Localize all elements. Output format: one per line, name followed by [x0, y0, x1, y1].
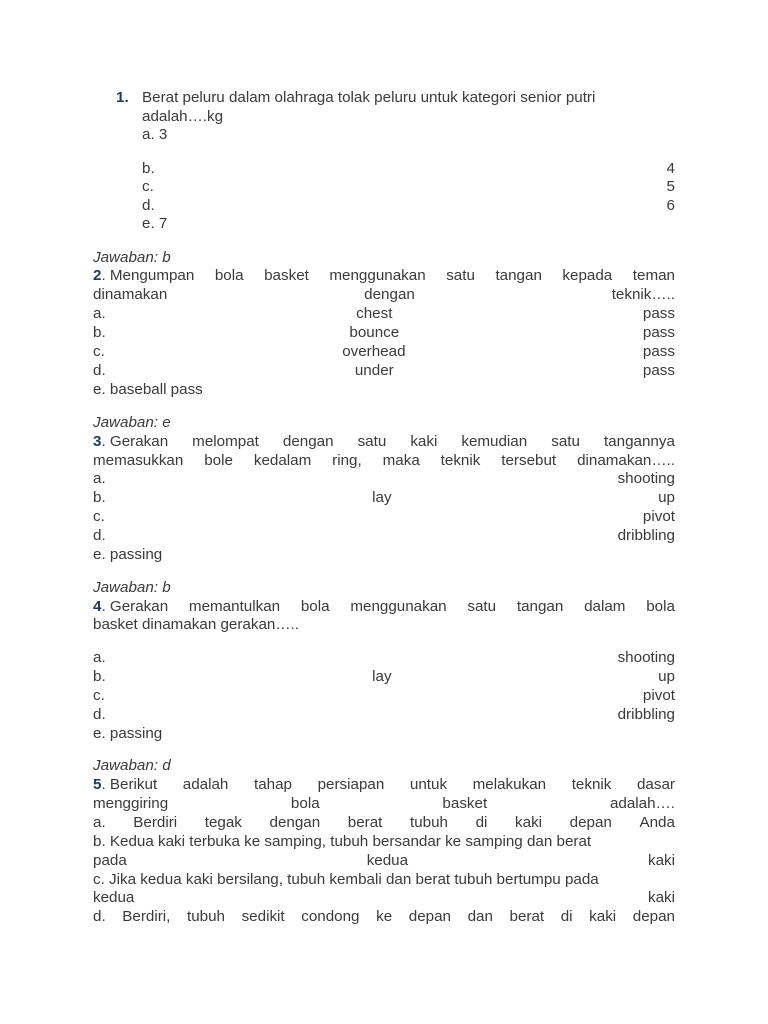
question-5-number: 5: [93, 776, 102, 793]
question-5-option-d: d. Berdiri, tubuh sedikit condong ke depan dan berat di kaki depan: [93, 908, 675, 925]
question-4-option-a: a. shooting: [93, 649, 675, 666]
question-4-first-word: 4. Gerakan: [93, 598, 169, 615]
option-value: 6: [666, 197, 675, 214]
question-2-option-e: e. baseball pass: [93, 381, 203, 398]
question-5-text-line-2: menggiring bola basket adalah….: [93, 795, 675, 812]
question-1-option-d: [142, 196, 675, 215]
option-letter: c.: [142, 178, 154, 195]
question-2-text-line-1: 2. Mengumpan bola basket menggunakan satu tangan kepada teman: [93, 267, 675, 284]
question-3-option-a: a. shooting: [93, 470, 675, 487]
question-5-option-a: a. Berdiri tegak dengan berat tubuh di kaki depan Anda: [93, 814, 675, 831]
question-2-number: 2: [93, 267, 102, 284]
question-3-number: 3: [93, 433, 102, 450]
question-3-text-line-2: memasukkan bole kedalam ring, maka teknik tersebut dinamakan…..: [93, 452, 675, 469]
question-3-option-c: c. pivot: [93, 508, 675, 525]
question-1-option-a: a. 3: [142, 126, 168, 143]
option-value: 4: [666, 160, 675, 177]
question-2-option-d: d. under pass: [93, 362, 675, 379]
question-4-text-line-2: basket dinamakan gerakan…..: [93, 616, 299, 633]
question-4-text-line-1: 4. Gerakan memantulkan bola menggunakan satu tangan dalam bola: [93, 598, 675, 615]
question-3-option-e: e. passing: [93, 546, 163, 563]
question-2-answer: Jawaban: e: [93, 414, 171, 431]
question-4-option-c: c. pivot: [93, 687, 675, 704]
question-2-option-b: b. bounce pass: [93, 324, 675, 341]
question-1-option-c: [142, 177, 675, 196]
option-letter: b.: [142, 160, 155, 177]
question-4-option-e: e. passing: [93, 725, 163, 742]
option-value: 5: [666, 178, 675, 195]
question-1-text-line-1: Berat peluru dalam olahraga tolak peluru untuk kategori senior putri: [142, 89, 596, 106]
question-2-text-line-2: dinamakan dengan teknik…..: [93, 286, 675, 303]
question-1-text-line-2: adalah….kg: [142, 108, 224, 125]
question-1-option-e: e. 7: [142, 215, 168, 232]
question-3-text-line-1: 3. Gerakan melompat dengan satu kaki kemudian satu tangannya: [93, 433, 675, 450]
question-3-first-word: 3. Gerakan: [93, 433, 169, 450]
question-2-option-c: c. overhead pass: [93, 343, 675, 360]
question-1-number: 1.: [116, 89, 129, 106]
question-5-option-b-line-1: b. Kedua kaki terbuka ke samping, tubuh bersandar ke samping dan berat: [93, 833, 592, 850]
question-4-number: 4: [93, 598, 102, 615]
question-1-answer: Jawaban: b: [93, 249, 171, 266]
question-3-option-b: b. lay up: [93, 489, 675, 506]
question-5-option-b-line-2: pada kedua kaki: [93, 852, 675, 869]
question-3-answer: Jawaban: b: [93, 579, 171, 596]
question-4-option-b: b. lay up: [93, 668, 675, 685]
question-5-option-c-line-1: c. Jika kedua kaki bersilang, tubuh kembali dan berat tubuh bertumpu pada: [93, 871, 599, 888]
question-4-option-d: d. dribbling: [93, 706, 675, 723]
question-5-text-line-1: 5. Berikut adalah tahap persiapan untuk melakukan teknik dasar: [93, 776, 675, 793]
question-5-option-c-line-2: kedua kaki: [93, 889, 675, 906]
question-1-option-b: [142, 159, 675, 178]
question-4-answer: Jawaban: d: [93, 757, 171, 774]
option-letter: d.: [142, 197, 155, 214]
question-2-option-a: a. chest pass: [93, 305, 675, 322]
question-2-first-word: 2. Mengumpan: [93, 267, 195, 284]
question-3-option-d: d. dribbling: [93, 527, 675, 544]
question-5-first-word: 5. Berikut: [93, 776, 158, 793]
